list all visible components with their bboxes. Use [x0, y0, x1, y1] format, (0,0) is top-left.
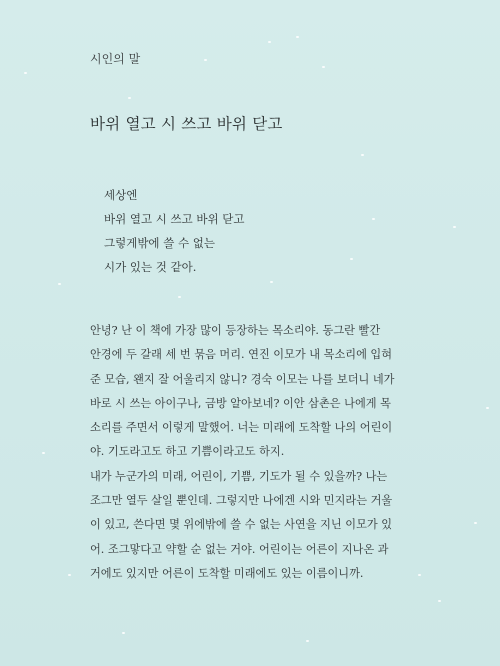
prose-line: 어. 조그맣다고 약할 순 없는 거야. 어린이는 어른이 지나온 과 [90, 542, 389, 556]
prose-line: 준 모습, 왠지 잘 어울리지 않니? 경숙 이모는 나를 보더니 네가 [90, 372, 395, 386]
prose-line: 내가 누군가의 미래, 어린이, 기쁨, 기도가 될 수 있을까? 나는 [90, 469, 388, 483]
paper-speck [453, 226, 456, 228]
prose-body [90, 319, 412, 586]
paper-speck [42, 452, 45, 454]
paper-speck [350, 258, 353, 260]
paper-speck [306, 640, 309, 642]
prose-line: 안경에 두 갈래 세 번 묶음 머리. 연진 이모가 내 목소리에 입혀 [90, 348, 393, 362]
prose-line: 조그만 열두 살일 뿐인데. 그렇지만 나에겐 시와 민지라는 거울 [90, 494, 393, 508]
prose-line: 바로 시 쓰는 아이구나, 금방 알아보네? 이안 삼촌은 나에게 목 [90, 396, 391, 410]
paper-speck [24, 72, 27, 74]
paper-speck [474, 522, 477, 524]
paper-speck [438, 600, 441, 602]
paper-speck [128, 97, 131, 99]
paper-speck [486, 407, 489, 409]
paper-speck [296, 36, 299, 38]
poem-line: 바위 열고 시 쓰고 바위 닫고 [104, 212, 245, 226]
paper-speck [122, 632, 125, 634]
paper-speck [322, 66, 325, 68]
paper-speck [268, 41, 271, 43]
paper-speck [204, 59, 207, 61]
section-label: 시인의 말 [90, 52, 141, 66]
poem-stanza [104, 183, 244, 279]
paper-speck [58, 283, 61, 285]
prose-line: 소리를 주면서 이렇게 말했어. 너는 미래에 도착할 나의 어린이 [90, 421, 393, 435]
prose-line: 이 있고, 쓴다면 몇 위에밖에 쓸 수 없는 사연을 지닌 이모가 있 [90, 518, 393, 532]
page-title: 바위 열고 시 쓰고 바위 닫고 [90, 115, 283, 133]
paper-speck [270, 281, 273, 283]
poem-line: 세상엔 [104, 188, 138, 202]
paper-speck [68, 574, 71, 576]
poem-line: 시가 있는 것 같아. [104, 260, 197, 274]
prose-line: 야. 기도라고도 하고 기쁨이라고도 하지. [90, 445, 285, 459]
prose-line: 안녕? 난 이 책에 가장 많이 등장하는 목소리야. 동그란 빨간 [90, 324, 381, 337]
paper-speck [178, 296, 181, 298]
paper-speck [361, 154, 364, 156]
paper-speck [372, 218, 375, 220]
paper-speck [418, 574, 421, 576]
prose-line: 거에도 있지만 어른이 도착할 미래에도 있는 이름이니까. [90, 566, 364, 580]
poem-line: 그렇게밖에 쓸 수 없는 [104, 236, 215, 250]
